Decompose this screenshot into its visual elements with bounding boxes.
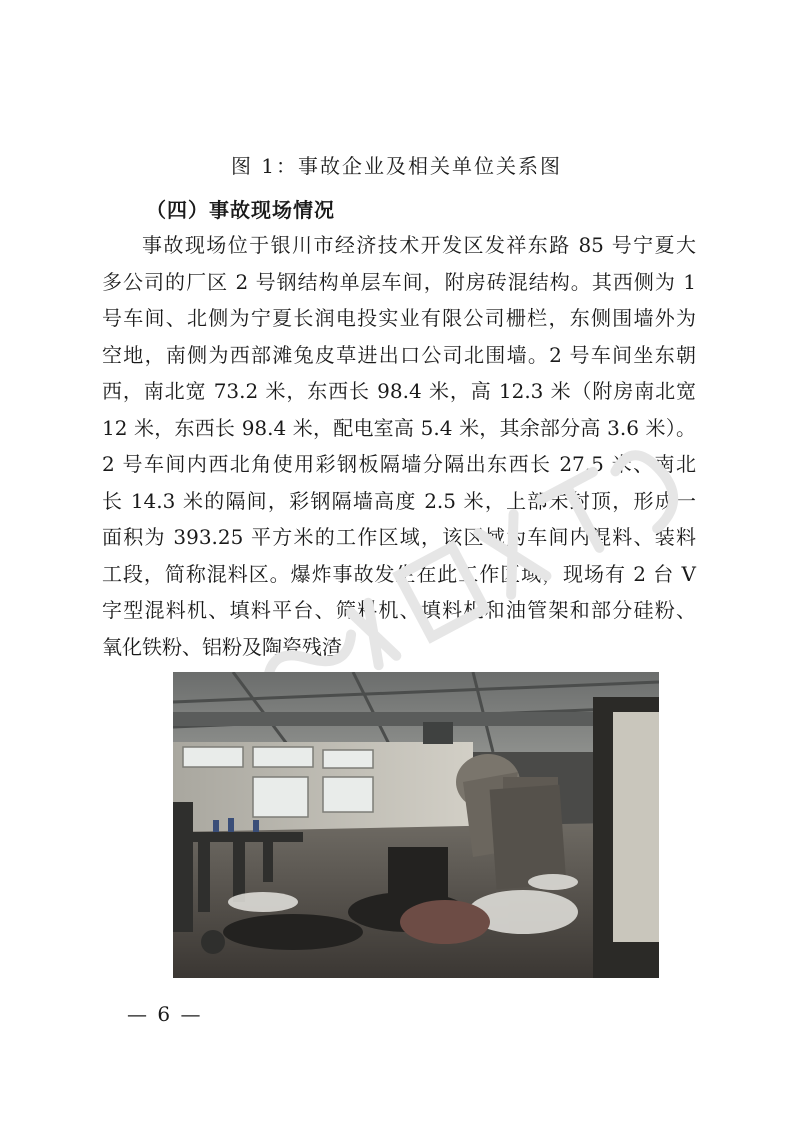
paragraph-line: 工段，简称混料区。爆炸事故发生在此工作区域，现场有 2 台 V — [102, 561, 696, 586]
paragraph-line: 西，南北宽 73.2 米，东西长 98.4 米，高 12.3 米（附房南北宽 — [102, 379, 696, 403]
figure-caption: 图 1：事故企业及相关单位关系图 — [230, 154, 563, 178]
workshop-scene-image — [173, 672, 659, 978]
paragraph-line: 号车间、北侧为宁夏长润电投实业有限公司栅栏，东侧围墙外为 — [102, 306, 696, 330]
paragraph-line: 字型混料机、填料平台、筛料机、填料机和油管架和部分硅粉、 — [102, 598, 696, 622]
paragraph-line: 2 号车间内西北角使用彩钢板隔墙分隔出东西长 27.5 米、南北 — [102, 452, 696, 476]
paragraph-line: 氧化铁粉、铝粉及陶瓷残渣。 — [102, 634, 362, 659]
body-paragraph — [102, 227, 696, 665]
paragraph-line: 事故现场位于银川市经济技术开发区发祥东路 85 号宁夏大 — [142, 233, 696, 257]
paragraph-line: 多公司的厂区 2 号钢结构单层车间，附房砖混结构。其西侧为 1 — [102, 269, 696, 294]
paragraph-line: 长 14.3 米的隔间，彩钢隔墙高度 2.5 米，上部未封顶，形成一 — [102, 488, 696, 513]
accident-scene-photo — [173, 672, 659, 978]
paragraph-line: 12 米，东西长 98.4 米，配电室高 5.4 米，其余部分高 3.6 米）。 — [102, 415, 696, 440]
paragraph-line: 空地，南侧为西部滩兔皮草进出口公司北围墙。2 号车间坐东朝 — [102, 342, 696, 367]
section-heading: （四）事故现场情况 — [146, 198, 335, 222]
page-number: — 6 — — [127, 1002, 203, 1026]
paragraph-line: 面积为 393.25 平方米的工作区域，该区域为车间内混料、装料 — [102, 525, 696, 549]
